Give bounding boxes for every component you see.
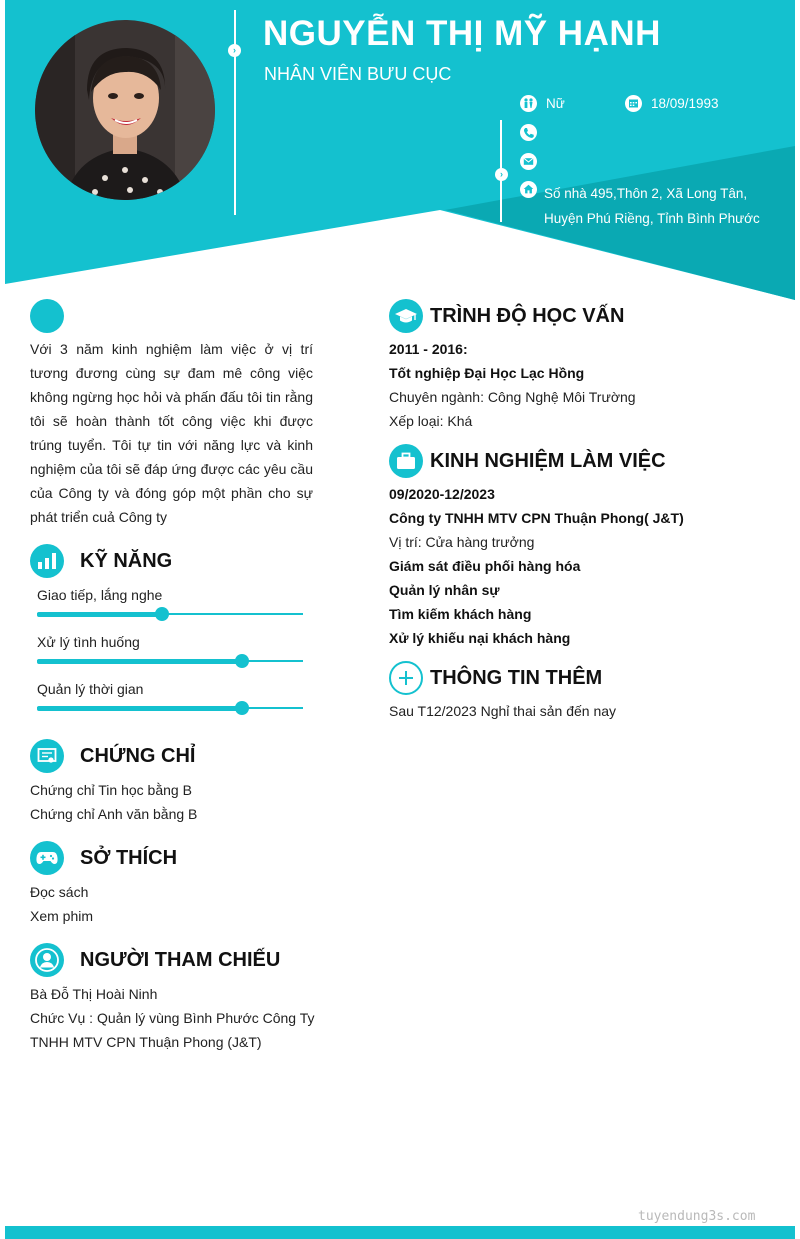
header-divider-left [234, 10, 236, 215]
education-period: 2011 - 2016: [389, 341, 468, 357]
experience-duty: Giám sát điều phối hàng hóa [389, 558, 581, 574]
skill-label: Giao tiếp, lắng nghe [37, 587, 163, 603]
phone-info [520, 124, 546, 141]
candidate-name: NGUYỄN THỊ MỸ HẠNH [263, 14, 661, 53]
education-school: Tốt nghiệp Đại Học Lạc Hồng [389, 365, 585, 381]
hobby-item: Xem phim [30, 908, 94, 924]
hobby-item: Đọc sách [30, 884, 89, 900]
reference-position: Chức Vụ : Quản lý vùng Bình Phước Công Ty [30, 1010, 315, 1026]
skill-label: Quản lý thời gian [37, 681, 144, 697]
certificate-item: Chứng chỉ Tin học bằng B [30, 782, 192, 798]
skill-bar-knob [235, 654, 249, 668]
divider-chevron-icon: › [495, 168, 508, 181]
reference-name: Bà Đỗ Thị Hoài Ninh [30, 986, 158, 1002]
footer-bar [5, 1226, 795, 1239]
skill-bar [37, 707, 303, 709]
birthday-value: 18/09/1993 [651, 96, 719, 111]
experience-title: KINH NGHIỆM LÀM VIỆC [430, 449, 666, 472]
home-icon [520, 181, 537, 198]
skills-heading [30, 544, 172, 578]
gamepad-icon [30, 841, 64, 875]
education-heading [389, 299, 624, 333]
gender-value: Nữ [546, 96, 565, 111]
experience-heading [389, 444, 666, 478]
target-icon [30, 299, 64, 333]
skill-bar-knob [235, 701, 249, 715]
skill-bar-fill [37, 706, 242, 711]
phone-icon [520, 124, 537, 141]
plus-circle-icon [389, 661, 423, 695]
objective-text: Với 3 năm kinh nghiệm làm việc ở vị trí tương đương cùng sự đam mê công việc không ngừng học hỏi và phấn đấu tôi tin rằng tôi sẽ hoàn thành tốt công việc khi được trúng tuyển. Tôi tự tin với năng lực và kinh nghiệm của tôi sẽ đáp ứng được các yêu cầu của Công ty và đóng góp một phần cho sự phát triển cuả Công ty [30, 341, 313, 525]
skill-bar-fill [37, 612, 162, 617]
graduation-cap-icon [389, 299, 423, 333]
objective-heading [30, 299, 80, 333]
bar-chart-icon [30, 544, 64, 578]
hobbies-heading [30, 841, 177, 875]
certificate-icon [30, 739, 64, 773]
birthday-info [625, 95, 719, 112]
mail-icon [520, 153, 537, 170]
address-value: Số nhà 495,Thôn 2, Xã Long Tân, Huyện Phú Riềng, Tỉnh Bình Phước [544, 186, 760, 226]
certificate-item: Chứng chỉ Anh văn bằng B [30, 806, 198, 822]
experience-period: 09/2020-12/2023 [389, 486, 495, 502]
skill-bar [37, 613, 303, 615]
experience-company: Công ty TNHH MTV CPN Thuận Phong( J&T) [389, 510, 684, 526]
additional-title: THÔNG TIN THÊM [430, 666, 603, 689]
education-major: Chuyên ngành: Công Nghệ Môi Trường [389, 389, 636, 405]
gender-info [520, 95, 565, 112]
skill-bar [37, 660, 303, 662]
gender-icon [520, 95, 537, 112]
watermark: tuyendung3s.com [638, 1209, 756, 1224]
cv-page [5, 0, 795, 1239]
skills-title: KỸ NĂNG [80, 549, 173, 572]
certificates-title: CHỨNG CHỈ [80, 744, 196, 767]
certificates-heading [30, 739, 195, 773]
calendar-icon [625, 95, 642, 112]
skill-bar-knob [155, 607, 169, 621]
references-heading [30, 943, 280, 977]
candidate-role: NHÂN VIÊN BƯU CỤC [264, 64, 452, 84]
experience-position: Vị trí: Cửa hàng trưởng [389, 534, 535, 550]
education-grade: Xếp loại: Khá [389, 413, 473, 429]
skill-bar-fill [37, 659, 242, 664]
references-title: NGƯỜI THAM CHIẾU [80, 948, 281, 971]
additional-heading [389, 661, 602, 695]
experience-duty: Tìm kiếm khách hàng [389, 606, 532, 622]
additional-text: Sau T12/2023 Nghỉ thai sản đến nay [389, 703, 617, 719]
skill-label: Xử lý tình huống [37, 634, 140, 650]
experience-duty: Xử lý khiếu nại khách hàng [389, 630, 571, 646]
hobbies-title: SỞ THÍCH [80, 846, 178, 869]
profile-photo [35, 20, 215, 200]
reference-company: TNHH MTV CPN Thuận Phong (J&T) [30, 1034, 262, 1050]
divider-chevron-icon: › [228, 44, 241, 57]
person-icon [30, 943, 64, 977]
address-info [520, 181, 546, 198]
education-title: TRÌNH ĐỘ HỌC VẤN [430, 304, 625, 327]
experience-duty: Quản lý nhân sự [389, 582, 500, 598]
email-info [520, 153, 546, 170]
briefcase-icon [389, 444, 423, 478]
